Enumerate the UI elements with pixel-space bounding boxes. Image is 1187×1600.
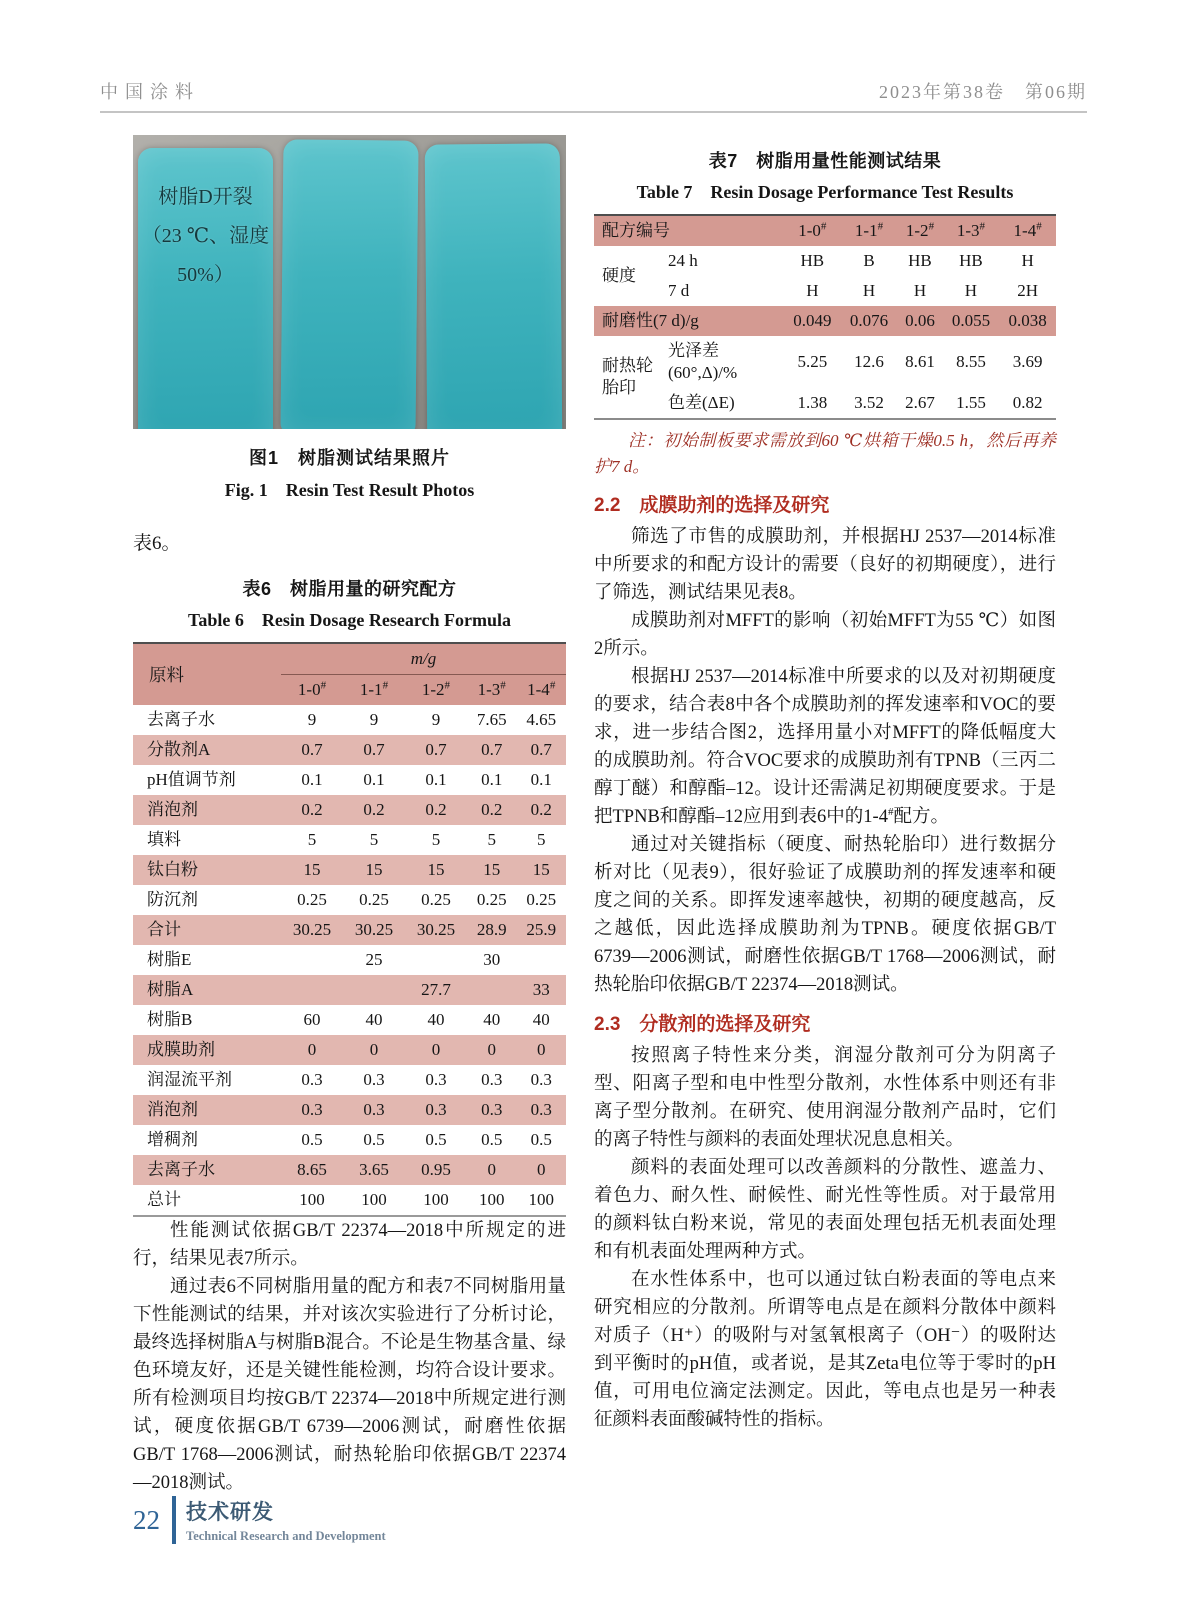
cell-value: 27.7 (421, 980, 451, 999)
table6-row (133, 1185, 566, 1216)
cell-value: 0.055 (951, 311, 991, 330)
cell-value: H (964, 281, 978, 300)
table6-row (133, 975, 566, 1005)
paragraph: 在水性体系中，也可以通过钛白粉表面的等电点来研究相应的分散剂。所谓等电点是在颜料分散体中颜料对质子（H⁺）的吸附与对氢氧根离子（OH⁻）的吸附达到平衡时的pH值，或者说，是其Zeta电位等于零时的pH值，可用电位滴定法测定。因此，等电点也是另一种表征颜料表面酸碱特性的指标。 (594, 1270, 1056, 1430)
cell-value: H (862, 281, 876, 300)
cell-value: 0.82 (1012, 393, 1043, 412)
cell-value: 5 (487, 830, 496, 849)
cell-value: H (913, 281, 927, 300)
cell-value: 0 (536, 1040, 546, 1059)
cell-value: 0.2 (530, 800, 552, 819)
cell-value: 0.7 (363, 740, 385, 759)
paragraph: 成膜助剂对MFFT的影响（初始MFFT为55 ℃）如图2所示。 (594, 611, 1056, 659)
page-content (0, 113, 1187, 1497)
resin-panel-d (138, 148, 273, 429)
table6-body (133, 705, 566, 1216)
table7-note: 注：初始制板要求需放到60 ℃烘箱干燥0.5 h，然后再养护7 d。 (594, 431, 1056, 476)
hardness-label: 硬度 (602, 266, 636, 285)
right-column (594, 135, 1056, 1497)
paragraph: 通过对关键指标（硬度、耐热轮胎印）进行数据分析对比（见表9），很好验证了成膜助剂的挥发速率和硬度之间的关系。即挥发速率越快，初期的硬度越高，反之越低，因此选择成膜助剂为TPNB。硬度依据GB/T 6739—2006测试，耐磨性依据GB/T 1768—2006测试，耐热轮胎印依据GB/T 22374—2018测试。 (594, 835, 1056, 995)
hardness-7d-label: 7 d (668, 281, 690, 300)
formula-id: 1-0# (297, 679, 327, 699)
paragraph: 筛选了市售的成膜助剂，并根据HJ 2537—2014标准中所要求的和配方设计的需要（良好的初期硬度），进行了筛选，测试结果见表8。 (594, 527, 1056, 603)
panel-annotation-line3: 50%） (177, 264, 234, 286)
cell-value: 0.2 (425, 800, 447, 819)
table6-row (133, 1155, 566, 1185)
cell-value: 30.25 (292, 920, 332, 939)
issue-info: 2023年第38卷 第06期 (879, 82, 1087, 102)
color-diff-label: 色差(ΔE) (668, 393, 735, 412)
formula-id: 1-4# (863, 805, 894, 827)
left-column (133, 135, 566, 1497)
heat-tire-label: 耐热轮胎印 (602, 356, 653, 397)
table7-title (594, 147, 1056, 204)
ingredient-label: 成膜助剂 (147, 1040, 215, 1059)
cell-value: 2.67 (905, 393, 935, 412)
cell-value: 3.65 (359, 1160, 389, 1179)
cell-value: B (863, 251, 875, 270)
cell-value: 5 (431, 830, 441, 849)
formula-id: 1-1# (359, 679, 389, 699)
cell-value: 15 (303, 860, 321, 879)
figure1-caption-zh: 图1 树脂测试结果照片 (248, 448, 450, 468)
resin-panel-middle (280, 139, 418, 429)
cell-value: 0.3 (530, 1070, 552, 1089)
abrasion-label: 耐磨性(7 d)/g (602, 311, 699, 330)
cell-value (516, 945, 566, 975)
ingredient-label: 消泡剂 (147, 1100, 198, 1119)
cell-value: 0.049 (793, 311, 832, 330)
cell-value: 8.65 (297, 1160, 327, 1179)
section-heading-2-3: 2.3 分散剂的选择及研究 (594, 1014, 811, 1035)
table7-title-zh: 表7 树脂用量性能测试结果 (708, 151, 942, 171)
cell-value: 5 (369, 830, 379, 849)
cell-value: 0.7 (425, 740, 447, 759)
cell-value: 40 (483, 1010, 501, 1029)
cell-value: 0.3 (425, 1070, 447, 1089)
footer-section (186, 1496, 386, 1544)
cell-value: 100 (299, 1190, 325, 1209)
header-rule (100, 78, 1087, 113)
cell-value: 1.38 (797, 393, 828, 412)
formula-id: 1-3# (956, 220, 986, 240)
footer-section-en: Technical Research and Development (186, 1529, 386, 1543)
cell-value: 0.06 (905, 311, 935, 330)
table6-header-row (133, 643, 566, 675)
cell-value: 0.7 (481, 740, 503, 759)
ingredient-label: 树脂A (147, 980, 194, 999)
cell-value: 0.5 (481, 1130, 503, 1149)
cell-value: 40 (427, 1010, 445, 1029)
table6 (133, 642, 566, 1217)
cell-value: 15 (483, 860, 501, 879)
table6-row (133, 885, 566, 915)
table6-row (133, 1035, 566, 1065)
ingredient-label: 填料 (147, 830, 181, 849)
cell-value: 4.65 (526, 710, 557, 729)
cell-value: 33 (532, 980, 550, 999)
figure1-photo (133, 135, 566, 429)
page-header (0, 0, 1187, 113)
cell-value: 0.5 (425, 1130, 447, 1149)
ingredient-label: 树脂B (147, 1010, 193, 1029)
cell-value: 0.1 (425, 770, 447, 789)
table7-header-row (594, 215, 1056, 246)
cell-value (281, 945, 343, 975)
table6-row (133, 945, 566, 975)
table6-row (133, 705, 566, 735)
cell-value: 40 (365, 1010, 383, 1029)
figure-1 (133, 135, 566, 502)
formula-id: 1-3# (477, 679, 506, 699)
paragraph: 颜料的表面处理可以改善颜料的分散性、遮盖力、着色力、耐久性、耐候性、耐光性等性质。对于最常用的颜料钛白粉来说，常见的表面处理包括无机表面处理和有机表面处理两种方式。 (594, 1158, 1056, 1262)
panel-annotation-line1: 树脂D开裂 (158, 186, 253, 208)
cell-value: 0.1 (363, 770, 385, 789)
cell-value: 0.25 (359, 890, 389, 909)
panel-annotation (138, 178, 273, 295)
cell-value: 3.69 (1012, 352, 1043, 371)
cell-value: 0.3 (301, 1100, 323, 1119)
table7-hardness-24h-row (594, 246, 1056, 276)
cell-value: 0.3 (481, 1070, 503, 1089)
cell-value: 8.61 (905, 352, 935, 371)
cell-value: 3.52 (854, 393, 884, 412)
footer-section-zh: 技术研发 (186, 1501, 274, 1524)
table7-abrasion-row (594, 306, 1056, 336)
ingredient-label: 增稠剂 (147, 1130, 198, 1149)
cell-value: 0.3 (363, 1070, 385, 1089)
cell-value: 100 (528, 1190, 554, 1209)
cell-value: H (806, 281, 819, 300)
page-number: 22 (133, 1504, 160, 1535)
formula-id: 1-4# (1013, 220, 1042, 240)
cell-value: 1.55 (956, 393, 986, 412)
cell-value: 0.95 (421, 1160, 451, 1179)
table6-row (133, 765, 566, 795)
cell-value: HB (800, 251, 825, 270)
figure1-caption (133, 444, 566, 502)
cell-value: 0 (536, 1160, 546, 1179)
cell-value: 0.2 (363, 800, 385, 819)
table7-title-en: Table 7 Resin Dosage Performance Test Results (636, 182, 1014, 202)
paragraph: 性能测试依据GB/T 22374—2018中所规定的进行，结果见表7所示。 (133, 1221, 566, 1269)
cell-value: 0 (487, 1040, 496, 1059)
paragraph-text: 配方。 (893, 807, 949, 827)
cell-value: 100 (423, 1190, 449, 1209)
cell-value: 0.7 (301, 740, 323, 759)
hardness-24h-label: 24 h (668, 251, 698, 270)
cell-value: 5 (536, 830, 546, 849)
paragraph: 按照离子特性来分类，润湿分散剂可分为阴离子型、阳离子型和电中性型分散剂，水性体系中则还有非离子型分散剂。在研究、使用润湿分散剂产品时，它们的离子特性与颜料的表面处理状况息息相关。 (594, 1046, 1056, 1150)
formula-id: 1-1# (854, 220, 884, 240)
ingredient-label: 防沉剂 (147, 890, 198, 909)
table7-colordiff-row (594, 388, 1056, 419)
ingredient-label: 润湿流平剂 (147, 1070, 232, 1089)
cell-value: 28.9 (476, 920, 507, 939)
table7-id-label: 配方编号 (602, 221, 670, 240)
cell-value: 15 (427, 860, 445, 879)
cell-value: 0.076 (849, 311, 889, 330)
cell-value: 9 (431, 710, 441, 729)
cell-value: 0.3 (530, 1100, 552, 1119)
formula-id: 1-0# (798, 220, 827, 240)
ingredient-label: 总计 (147, 1190, 181, 1209)
paragraph-text: 根据HJ 2537—2014标准中所要求的以及对初期硬度的要求，结合表8中各个成膜助剂的挥发速率和VOC的要求，进一步结合图2，选择用量小对MFFT的降低幅度大的成膜助剂。符合VOC要求的成膜助剂有TPNB（三丙二醇丁醚）和醇酯–12。设计还需满足初期硬度要求。于是把TPNB和醇酯–12应用到表6中的 (594, 667, 1056, 827)
cell-value: 0.1 (301, 770, 323, 789)
formula-id: 1-2# (905, 220, 935, 240)
table6-row (133, 1125, 566, 1155)
cell-value: 0.3 (425, 1100, 447, 1119)
table6-title (133, 575, 566, 632)
cell-value: 30 (483, 950, 501, 969)
cell-value: 100 (361, 1190, 387, 1209)
cell-value: 0.1 (530, 770, 552, 789)
cell-value: 7.65 (476, 710, 507, 729)
lead-text: 表6。 (133, 533, 181, 554)
table6-row (133, 855, 566, 885)
cell-value: H (1021, 251, 1034, 270)
cell-value: 0.3 (301, 1070, 323, 1089)
cell-value: 30.25 (416, 920, 456, 939)
ingredient-label: 去离子水 (147, 710, 215, 729)
ingredient-label: 合计 (147, 920, 181, 939)
cell-value: 0 (431, 1040, 441, 1059)
cell-value: 0.5 (301, 1130, 323, 1149)
table6-row-header: 原料 (149, 664, 184, 685)
cell-value: 0.1 (481, 770, 503, 789)
cell-value: 0 (487, 1160, 496, 1179)
cell-value: 40 (532, 1010, 550, 1029)
cell-value (343, 975, 405, 1005)
table7 (594, 214, 1056, 420)
cell-value: 0.25 (421, 890, 451, 909)
cell-value: 9 (307, 710, 317, 729)
page-footer (133, 1496, 386, 1544)
cell-value: HB (908, 251, 932, 270)
table7-hardness-7d-row (594, 276, 1056, 306)
cell-value: 9 (369, 710, 379, 729)
ingredient-label: 去离子水 (147, 1160, 215, 1179)
table6-row (133, 825, 566, 855)
cell-value: 0.7 (530, 740, 552, 759)
panel-annotation-line2: （23 ℃、湿度 (141, 225, 270, 247)
cell-value: HB (959, 251, 983, 270)
table6-title-en: Table 6 Resin Dosage Research Formula (188, 610, 511, 630)
cell-value: 0.25 (297, 890, 327, 909)
cell-value: 0.3 (481, 1100, 503, 1119)
cell-value (281, 975, 343, 1005)
cell-value: 0 (307, 1040, 317, 1059)
table6-row (133, 795, 566, 825)
paragraph: 通过表6不同树脂用量的配方和表7不同树脂用量下性能测试的结果，并对该次实验进行了分析讨论，最终选择树脂A与树脂B混合。不论是生物基含量、绿色环境友好，还是关键性能检测，均符合设计要求。所有检测项目均按GB/T 22374—2018中所规定进行测试，硬度依据GB/T 6739—2006测试，耐磨性依据GB/T 1768—2006测试，耐热轮胎印依据GB/T 22374—2018测试。 (133, 1277, 566, 1493)
footer-divider (172, 1496, 176, 1544)
table6-row (133, 915, 566, 945)
cell-value (467, 975, 517, 1005)
cell-value: 60 (303, 1010, 321, 1029)
cell-value: 12.6 (854, 352, 884, 371)
cell-value: 5 (307, 830, 317, 849)
gloss-label: 光泽差 (60°,Δ)/% (668, 341, 738, 382)
cell-value: 8.55 (956, 352, 986, 371)
ingredient-label: 钛白粉 (147, 860, 198, 879)
table6-title-zh: 表6 树脂用量的研究配方 (242, 579, 457, 599)
formula-id: 1-4# (527, 679, 556, 699)
formula-id: 1-2# (421, 679, 451, 699)
cell-value: 25.9 (526, 920, 557, 939)
cell-value: 0.2 (301, 800, 323, 819)
table6-row (133, 1005, 566, 1035)
cell-value: 15 (532, 860, 550, 879)
cell-value: 0.038 (1008, 311, 1047, 330)
cell-value: 25 (365, 950, 383, 969)
cell-value: 30.25 (354, 920, 394, 939)
paragraph (594, 663, 1056, 831)
cell-value: 0.25 (476, 890, 507, 909)
ingredient-label: 消泡剂 (147, 800, 198, 819)
cell-value: 0.5 (530, 1130, 552, 1149)
table7-gloss-row (594, 336, 1056, 388)
cell-value: 100 (478, 1190, 505, 1209)
ingredient-label: 分散剂A (147, 740, 211, 759)
cell-value: 0.25 (526, 890, 557, 909)
table6-unit-header: m/g (281, 643, 566, 675)
table6-row (133, 735, 566, 765)
cell-value: 0.5 (363, 1130, 385, 1149)
cell-value: 2H (1017, 281, 1039, 300)
journal-name: 中国涂料 (100, 82, 200, 102)
cell-value: 0 (369, 1040, 379, 1059)
cell-value: 15 (365, 860, 383, 879)
cell-value (405, 945, 467, 975)
figure1-caption-en: Fig. 1 Resin Test Result Photos (224, 480, 475, 500)
ingredient-label: 树脂E (147, 950, 192, 969)
cell-value: 0.3 (363, 1100, 385, 1119)
resin-panel-right (425, 143, 563, 429)
ingredient-label: pH值调节剂 (147, 770, 236, 789)
section-heading-2-2: 2.2 成膜助剂的选择及研究 (594, 495, 830, 516)
resin-panels (138, 148, 561, 429)
cell-value: 0.2 (481, 800, 503, 819)
cell-value: 5.25 (797, 352, 828, 371)
table6-row (133, 1095, 566, 1125)
table6-row (133, 1065, 566, 1095)
